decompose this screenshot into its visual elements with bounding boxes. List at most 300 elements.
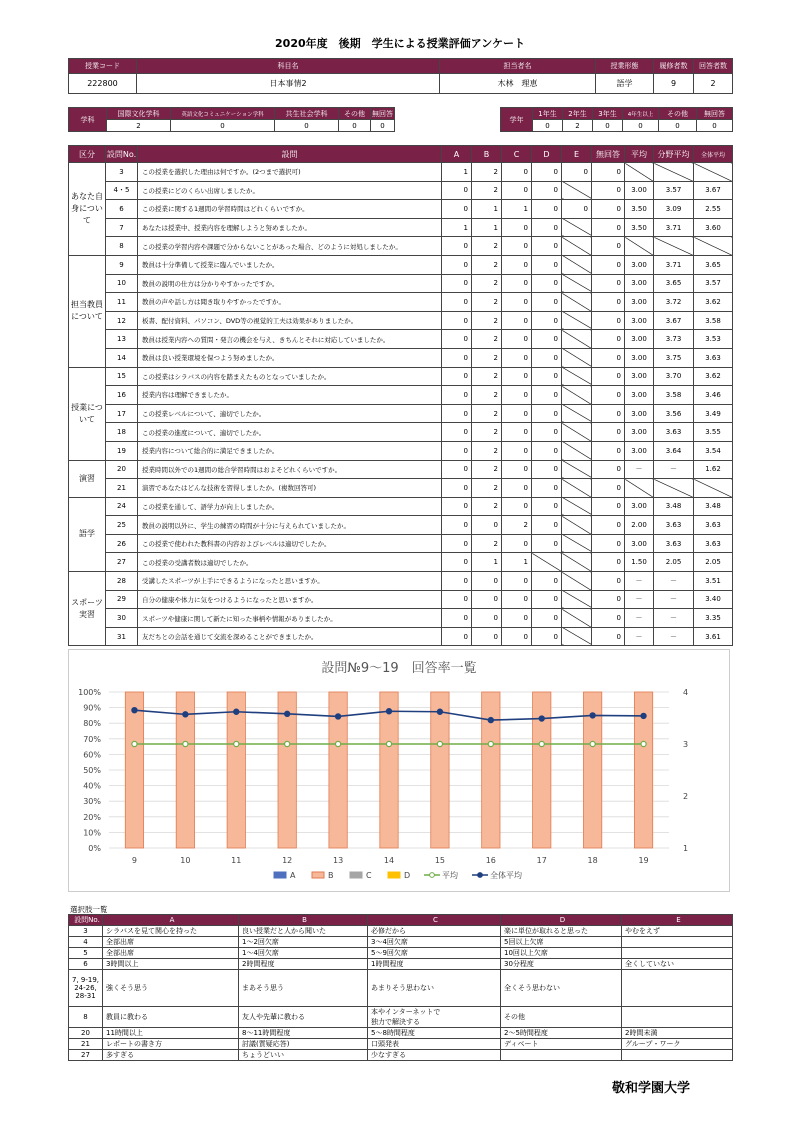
info-header: 回答者数 xyxy=(694,59,733,74)
empty-cell xyxy=(562,609,592,628)
answer-count: 0 xyxy=(442,255,472,274)
question-number: 19 xyxy=(106,441,138,460)
point-平均 xyxy=(386,741,391,746)
answer-count: 0 xyxy=(532,200,562,219)
faculty-header: 共生社会学科 xyxy=(275,108,339,120)
option-text xyxy=(622,937,733,948)
question-number: 25 xyxy=(106,516,138,535)
legend-swatch xyxy=(388,872,400,878)
answer-count: 0 xyxy=(562,200,592,219)
option-text: 5～8時間程度 xyxy=(368,1028,501,1039)
answer-count: 0 xyxy=(502,274,532,293)
answer-count: 2 xyxy=(472,293,502,312)
answer-count: 0 xyxy=(502,255,532,274)
score-avg: 3.50 xyxy=(625,200,654,219)
no-answer-count: 0 xyxy=(592,330,625,349)
empty-cell xyxy=(562,181,592,200)
answer-count: 2 xyxy=(502,516,532,535)
grade-value: 0 xyxy=(623,120,659,132)
y-tick-label: 20% xyxy=(83,812,101,822)
survey-results-table xyxy=(68,145,733,646)
point-全体平均 xyxy=(132,708,137,713)
question-text: 受講したスポーツが上手にできるようになったと思いますか。 xyxy=(138,572,442,591)
question-number: 28 xyxy=(106,572,138,591)
option-header: D xyxy=(501,915,622,926)
question-row xyxy=(69,237,733,256)
score-all: 3.46 xyxy=(694,386,733,405)
score-avg: 3.00 xyxy=(625,274,654,293)
question-text: この授業を選択した理由は何ですか。(2つまで選択可) xyxy=(138,163,442,182)
answer-count: 2 xyxy=(472,330,502,349)
answer-count: 0 xyxy=(532,404,562,423)
option-text: 3時間以上 xyxy=(103,959,239,970)
answer-count: 0 xyxy=(502,423,532,442)
grade-header: 4年生以上 xyxy=(623,108,659,120)
question-row xyxy=(69,274,733,293)
question-row xyxy=(69,572,733,591)
question-row xyxy=(69,441,733,460)
answer-count: 2 xyxy=(472,181,502,200)
score-avg: － xyxy=(625,590,654,609)
question-row xyxy=(69,255,733,274)
faculty-value: 0 xyxy=(339,120,371,132)
option-text xyxy=(622,1050,733,1061)
answer-count: 2 xyxy=(472,255,502,274)
score-all: 1.62 xyxy=(694,460,733,479)
score-avg: 3.00 xyxy=(625,441,654,460)
course-name: 日本事情2 xyxy=(137,74,440,94)
score-fld: 3.64 xyxy=(654,441,694,460)
score-avg: － xyxy=(625,460,654,479)
answer-count: 0 xyxy=(442,423,472,442)
x-tick-label: 9 xyxy=(131,856,138,865)
grade-header: 1年生 xyxy=(533,108,563,120)
point-全体平均 xyxy=(335,714,340,719)
answer-count: 0 xyxy=(502,311,532,330)
y-tick-label: 90% xyxy=(83,703,101,713)
answer-count: 0 xyxy=(532,572,562,591)
column-header: A xyxy=(442,146,472,163)
y-tick-label: 50% xyxy=(83,766,101,775)
empty-cell xyxy=(562,348,592,367)
option-text: やむをえず xyxy=(622,926,733,937)
question-text: 教員は授業内容への質問・発言の機会を与え、きちんとそれに対応していましたか。 xyxy=(138,330,442,349)
point-全体平均 xyxy=(386,709,391,714)
point-全体平均 xyxy=(285,711,290,716)
option-text: 必修だから xyxy=(368,926,501,937)
option-text: 2時間程度 xyxy=(239,959,368,970)
point-全体平均 xyxy=(641,713,646,718)
score-all: 3.48 xyxy=(694,497,733,516)
option-header: 設問No. xyxy=(69,915,103,926)
question-number: 21 xyxy=(106,479,138,498)
faculty-header: その他 xyxy=(339,108,371,120)
answer-count: 2 xyxy=(472,460,502,479)
answer-count: 0 xyxy=(502,627,532,646)
option-text: 良い授業だと人から聞いた xyxy=(239,926,368,937)
legend-label: 全体平均 xyxy=(490,871,522,880)
y2-tick-label: 3 xyxy=(683,740,689,749)
empty-cell xyxy=(562,590,592,609)
no-answer-count: 0 xyxy=(592,386,625,405)
point-平均 xyxy=(285,741,290,746)
answer-count: 0 xyxy=(502,590,532,609)
answer-count: 0 xyxy=(562,163,592,182)
score-avg: 1.50 xyxy=(625,553,654,572)
response-rate-chart xyxy=(68,649,730,892)
empty-cell xyxy=(625,479,654,498)
x-tick-label: 18 xyxy=(587,856,598,865)
point-平均 xyxy=(335,741,340,746)
answer-count: 2 xyxy=(472,274,502,293)
answer-count: 0 xyxy=(532,163,562,182)
score-all: 3.35 xyxy=(694,609,733,628)
option-text: あまりそう思わない xyxy=(368,970,501,1007)
question-text: この授業の進度について、適切でしたか。 xyxy=(138,423,442,442)
column-header: 設問No. xyxy=(106,146,138,163)
empty-cell xyxy=(562,311,592,330)
answer-count: 0 xyxy=(442,386,472,405)
empty-cell xyxy=(562,516,592,535)
question-text: この授業で使われた教科書の内容およびレベルは適切でしたか。 xyxy=(138,534,442,553)
no-answer-count: 0 xyxy=(592,218,625,237)
option-row xyxy=(69,970,733,1007)
question-text: あなたは授業中、授業内容を理解しようと努めましたか。 xyxy=(138,218,442,237)
point-全体平均 xyxy=(437,709,442,714)
score-avg: 3.00 xyxy=(625,311,654,330)
score-fld: 3.71 xyxy=(654,255,694,274)
score-all: 2.05 xyxy=(694,553,733,572)
answer-count: 0 xyxy=(472,609,502,628)
empty-cell xyxy=(562,255,592,274)
empty-cell xyxy=(694,479,733,498)
answer-count: 0 xyxy=(532,386,562,405)
answer-count: 1 xyxy=(502,553,532,572)
info-header: 担当者名 xyxy=(440,59,596,74)
point-全体平均 xyxy=(539,716,544,721)
answer-count: 0 xyxy=(502,460,532,479)
point-全体平均 xyxy=(590,713,595,718)
answer-count: 2 xyxy=(472,367,502,386)
answer-count: 1 xyxy=(502,200,532,219)
answer-count: 0 xyxy=(442,200,472,219)
option-text xyxy=(622,948,733,959)
x-tick-label: 13 xyxy=(332,856,344,865)
option-text: 全くしていない xyxy=(622,959,733,970)
y2-tick-label: 2 xyxy=(683,792,689,801)
point-平均 xyxy=(234,741,239,746)
question-text: この授業レベルについて、適切でしたか。 xyxy=(138,404,442,423)
no-answer-count: 0 xyxy=(592,274,625,293)
score-all: 3.62 xyxy=(694,367,733,386)
empty-cell xyxy=(562,497,592,516)
legend-label: C xyxy=(366,871,372,880)
answer-count: 0 xyxy=(502,534,532,553)
point-全体平均 xyxy=(234,709,239,714)
question-text: この授業にどのくらい出席しましたか。 xyxy=(138,181,442,200)
question-text: 教員の説明以外に、学生の練習の時間が十分に与えられていましたか。 xyxy=(138,516,442,535)
answer-count: 0 xyxy=(502,497,532,516)
grade-label: 学年 xyxy=(501,108,533,132)
faculty-label: 学科 xyxy=(69,108,107,132)
option-row xyxy=(69,1028,733,1039)
no-answer-count: 0 xyxy=(592,590,625,609)
grade-header: 無回答 xyxy=(697,108,733,120)
x-tick-label: 14 xyxy=(383,856,395,865)
answer-count: 2 xyxy=(472,404,502,423)
empty-cell xyxy=(562,330,592,349)
y2-tick-label: 4 xyxy=(683,688,689,697)
option-header: C xyxy=(368,915,501,926)
answer-count: 0 xyxy=(532,534,562,553)
option-question-number: 5 xyxy=(69,948,103,959)
bar-B xyxy=(380,692,398,848)
score-avg: 3.00 xyxy=(625,330,654,349)
answer-count: 2 xyxy=(472,497,502,516)
question-row xyxy=(69,181,733,200)
answer-count: 0 xyxy=(442,348,472,367)
option-text: 5～9回欠席 xyxy=(368,948,501,959)
answer-count: 2 xyxy=(472,386,502,405)
score-all: 3.49 xyxy=(694,404,733,423)
empty-cell xyxy=(654,479,694,498)
score-fld: 3.63 xyxy=(654,516,694,535)
answer-count: 0 xyxy=(442,404,472,423)
score-avg: 3.00 xyxy=(625,348,654,367)
option-header: A xyxy=(103,915,239,926)
score-avg: 3.00 xyxy=(625,181,654,200)
answer-count: 0 xyxy=(502,218,532,237)
answer-count: 0 xyxy=(532,293,562,312)
x-tick-label: 16 xyxy=(485,856,496,865)
answer-count: 0 xyxy=(442,330,472,349)
option-question-number: 6 xyxy=(69,959,103,970)
column-header: C xyxy=(502,146,532,163)
score-avg: － xyxy=(625,572,654,591)
answer-count: 0 xyxy=(442,516,472,535)
empty-cell xyxy=(562,218,592,237)
empty-cell xyxy=(625,237,654,256)
question-text: 板書、配付資料、パソコン、DVD等の視覚的工夫は効果がありましたか。 xyxy=(138,311,442,330)
score-fld: 3.57 xyxy=(654,181,694,200)
score-all: 3.62 xyxy=(694,293,733,312)
faculty-header: 国際文化学科 xyxy=(107,108,171,120)
grade-value: 0 xyxy=(659,120,697,132)
option-question-number: 20 xyxy=(69,1028,103,1039)
option-text xyxy=(622,970,733,1007)
answer-count: 0 xyxy=(472,516,502,535)
legend-marker xyxy=(478,873,483,878)
question-row xyxy=(69,311,733,330)
y-tick-label: 0% xyxy=(88,844,101,853)
bar-B xyxy=(431,692,449,848)
answer-count: 0 xyxy=(532,367,562,386)
answer-count: 0 xyxy=(502,348,532,367)
question-row xyxy=(69,460,733,479)
column-header: B xyxy=(472,146,502,163)
option-text: 30分程度 xyxy=(501,959,622,970)
no-answer-count: 0 xyxy=(592,181,625,200)
point-平均 xyxy=(488,741,493,746)
answer-count: 0 xyxy=(472,590,502,609)
options-title: 選択肢一覧 xyxy=(70,905,108,914)
score-avg: 3.00 xyxy=(625,404,654,423)
no-answer-count: 0 xyxy=(592,423,625,442)
legend-marker xyxy=(430,873,435,878)
option-question-number: 27 xyxy=(69,1050,103,1061)
score-all: 2.55 xyxy=(694,200,733,219)
no-answer-count: 0 xyxy=(592,609,625,628)
empty-cell xyxy=(562,423,592,442)
question-number: 15 xyxy=(106,367,138,386)
option-text: 楽に単位が取れると思った xyxy=(501,926,622,937)
grade-value: 0 xyxy=(533,120,563,132)
score-fld: － xyxy=(654,460,694,479)
answer-count: 0 xyxy=(442,237,472,256)
question-text: 教員は良い授業環境を保つよう努めましたか。 xyxy=(138,348,442,367)
empty-cell xyxy=(562,367,592,386)
no-answer-count: 0 xyxy=(592,627,625,646)
score-all: 3.54 xyxy=(694,441,733,460)
faculty-value: 2 xyxy=(107,120,171,132)
score-fld: － xyxy=(654,572,694,591)
question-row xyxy=(69,534,733,553)
empty-cell xyxy=(562,237,592,256)
no-answer-count: 0 xyxy=(592,348,625,367)
section-label: 演習 xyxy=(69,460,106,497)
answer-count: 1 xyxy=(472,218,502,237)
options-table xyxy=(68,914,733,1061)
question-row xyxy=(69,293,733,312)
answer-count: 2 xyxy=(472,163,502,182)
answer-count: 0 xyxy=(502,163,532,182)
answer-count: 0 xyxy=(532,460,562,479)
bar-B xyxy=(125,692,143,848)
empty-cell xyxy=(562,627,592,646)
answer-count: 0 xyxy=(442,293,472,312)
legend-label: D xyxy=(404,871,411,880)
column-header: 分野平均 xyxy=(654,146,694,163)
empty-cell xyxy=(654,163,694,182)
option-text: 口頭発表 xyxy=(368,1039,501,1050)
section-label: あなた自身について xyxy=(69,163,106,256)
answer-count: 0 xyxy=(502,441,532,460)
option-text: 少なすぎる xyxy=(368,1050,501,1061)
legend-swatch xyxy=(312,872,324,878)
empty-cell xyxy=(562,553,592,572)
answer-count: 0 xyxy=(532,218,562,237)
score-fld: 3.09 xyxy=(654,200,694,219)
option-text: 友人や先輩に教わる xyxy=(239,1007,368,1028)
chart-title: 設問№9～19 回答率一覧 xyxy=(321,661,477,676)
answer-count: 0 xyxy=(532,274,562,293)
answer-count: 0 xyxy=(532,348,562,367)
score-all: 3.67 xyxy=(694,181,733,200)
no-answer-count: 0 xyxy=(592,200,625,219)
score-fld: 3.70 xyxy=(654,367,694,386)
question-number: 6 xyxy=(106,200,138,219)
score-all: 3.63 xyxy=(694,516,733,535)
grade-header: 2年生 xyxy=(563,108,593,120)
answer-count: 0 xyxy=(532,311,562,330)
empty-cell xyxy=(562,479,592,498)
answer-count: 0 xyxy=(442,590,472,609)
option-text: 1～2回欠席 xyxy=(239,937,368,948)
no-answer-count: 0 xyxy=(592,553,625,572)
score-all: 3.51 xyxy=(694,572,733,591)
question-text: この授業の受講者数は適切でしたか。 xyxy=(138,553,442,572)
question-row xyxy=(69,218,733,237)
answer-count: 2 xyxy=(472,311,502,330)
info-header: 授業コード xyxy=(69,59,137,74)
answer-count: 2 xyxy=(472,534,502,553)
option-text: 本やインターネットで 独力で解決する xyxy=(368,1007,501,1028)
option-header: E xyxy=(622,915,733,926)
answer-count: 0 xyxy=(502,181,532,200)
score-avg: 3.00 xyxy=(625,293,654,312)
answer-count: 1 xyxy=(442,163,472,182)
question-number: 27 xyxy=(106,553,138,572)
option-text: 2時間未満 xyxy=(622,1028,733,1039)
enrolled-count: 9 xyxy=(654,74,694,94)
question-number: 31 xyxy=(106,627,138,646)
answer-count: 0 xyxy=(442,460,472,479)
answer-count: 0 xyxy=(502,293,532,312)
question-number: 30 xyxy=(106,609,138,628)
bar-B xyxy=(227,692,245,848)
empty-cell xyxy=(562,404,592,423)
answer-count: 0 xyxy=(532,330,562,349)
score-all: 3.60 xyxy=(694,218,733,237)
no-answer-count: 0 xyxy=(592,255,625,274)
answer-count: 0 xyxy=(532,516,562,535)
answer-count: 0 xyxy=(442,181,472,200)
question-row xyxy=(69,404,733,423)
question-number: 26 xyxy=(106,534,138,553)
question-row xyxy=(69,553,733,572)
score-all: 3.63 xyxy=(694,348,733,367)
y2-tick-label: 1 xyxy=(683,844,689,853)
score-fld: 3.75 xyxy=(654,348,694,367)
grade-header: その他 xyxy=(659,108,697,120)
option-text: 全部出席 xyxy=(103,948,239,959)
empty-cell xyxy=(562,460,592,479)
point-平均 xyxy=(590,741,595,746)
option-text: 10回以上欠席 xyxy=(501,948,622,959)
question-row xyxy=(69,497,733,516)
question-row xyxy=(69,200,733,219)
score-all: 3.58 xyxy=(694,311,733,330)
y-tick-label: 30% xyxy=(83,797,101,807)
option-text: 3～4回欠席 xyxy=(368,937,501,948)
x-tick-label: 11 xyxy=(231,856,242,865)
question-number: 7 xyxy=(106,218,138,237)
answer-count: 0 xyxy=(442,609,472,628)
question-row xyxy=(69,386,733,405)
y-tick-label: 70% xyxy=(83,734,101,744)
section-label: 語学 xyxy=(69,497,106,571)
faculty-value: 0 xyxy=(371,120,395,132)
score-fld: － xyxy=(654,609,694,628)
answer-count: 0 xyxy=(532,423,562,442)
question-number: 10 xyxy=(106,274,138,293)
option-text: 8～11時間程度 xyxy=(239,1028,368,1039)
question-number: 12 xyxy=(106,311,138,330)
answer-count: 0 xyxy=(442,441,472,460)
info-header: 履修者数 xyxy=(654,59,694,74)
empty-cell xyxy=(625,163,654,182)
point-全体平均 xyxy=(488,717,493,722)
